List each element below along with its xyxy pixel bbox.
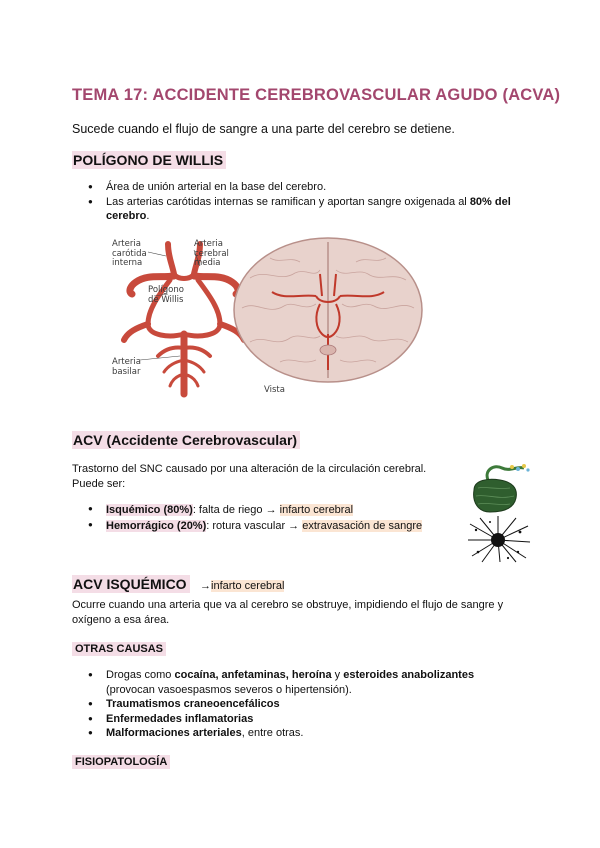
acv-desc-line2: Puede ser: bbox=[72, 478, 126, 490]
drugs-text-mid: y bbox=[331, 669, 344, 681]
hemorrhage-splatter-illustration bbox=[466, 514, 532, 564]
isq-heading: ACV ISQUÉMICO bbox=[72, 575, 190, 593]
isq-desc-line2: oxígeno a esa área. bbox=[72, 614, 170, 626]
label-middle-line1: Arteria bbox=[194, 239, 223, 249]
willis-bullet-2-text: Las arterias carótidas internas se ramifican y aportan sangre oxigenada al bbox=[106, 195, 470, 208]
label-carotid-line2: carótida bbox=[112, 248, 147, 259]
hemorrhagic-label: Hemorrágico (20%) bbox=[106, 520, 207, 532]
otras-heading: OTRAS CAUSAS bbox=[72, 642, 166, 656]
fisio-heading: FISIOPATOLOGÍA bbox=[72, 755, 170, 769]
drugs-bold-2: esteroides anabolizantes bbox=[343, 669, 475, 681]
acv-types-list bbox=[86, 502, 466, 534]
willis-heading: POLÍGONO DE WILLIS bbox=[72, 151, 226, 169]
willis-bullet-2-end: . bbox=[146, 210, 150, 222]
label-polygon bbox=[148, 286, 184, 305]
list-item bbox=[86, 668, 526, 697]
drugs-text-pre: Drogas como bbox=[106, 669, 175, 681]
isq-description bbox=[72, 598, 542, 628]
drugs-bold-1: cocaína, anfetaminas, heroína bbox=[174, 669, 332, 681]
acv-illustrations bbox=[466, 460, 532, 560]
list-item bbox=[86, 697, 526, 712]
hemorrhagic-text: : rotura vascular → bbox=[206, 520, 300, 532]
otras-list bbox=[86, 668, 526, 741]
page-title: TEMA 17: ACCIDENTE CEREBROVASCULAR AGUDO (ACVA) bbox=[72, 86, 561, 104]
ischemic-text: : falta de riego → bbox=[192, 504, 277, 516]
list-item bbox=[86, 195, 526, 224]
arteries-diagram bbox=[108, 236, 428, 400]
drugs-text-line2: (provocan vasoespasmos severos o hipertensión). bbox=[106, 683, 352, 696]
willis-bullet-2-bold: 80% del bbox=[469, 195, 511, 208]
ischemic-label: Isquémico (80%) bbox=[106, 504, 193, 516]
isq-desc-line1: Ocurre cuando una arteria que va al cerebro se obstruye, impidiendo el flujo de sangre y bbox=[72, 599, 504, 611]
willis-list bbox=[86, 180, 526, 224]
malformations-text: , entre otras. bbox=[241, 727, 304, 739]
label-basilar-line2: basilar bbox=[112, 366, 141, 377]
willis-bullet-1: Área de unión arterial en la base del cerebro. bbox=[106, 181, 327, 193]
inflammatory-item: Enfermedades inflamatorias bbox=[106, 712, 254, 725]
malformations-bold: Malformaciones arteriales bbox=[106, 727, 242, 739]
acv-heading: ACV (Accidente Cerebrovascular) bbox=[72, 431, 300, 449]
acv-desc-line1: Trastorno del SNC causado por una alteración de la circulación cerebral. bbox=[72, 463, 427, 475]
willis-figure bbox=[108, 236, 428, 400]
label-carotid-line1: Arteria bbox=[112, 239, 141, 249]
label-middle-line2: cerebral bbox=[194, 248, 229, 259]
label-polygon-line2: de Willis bbox=[148, 294, 184, 305]
list-item bbox=[86, 712, 526, 727]
label-middle-cerebral bbox=[194, 240, 229, 269]
acv-description bbox=[72, 462, 472, 492]
isq-arrow: → bbox=[200, 580, 212, 592]
ischemic-highlight: infarto cerebral bbox=[279, 504, 354, 516]
trauma-item: Traumatismos craneoencefálicos bbox=[106, 698, 280, 710]
list-item bbox=[86, 726, 526, 741]
label-basilar bbox=[112, 358, 141, 377]
list-item bbox=[86, 502, 466, 518]
label-vista: Vista bbox=[264, 385, 285, 395]
label-carotid bbox=[112, 240, 147, 269]
label-carotid-line3: interna bbox=[112, 258, 143, 268]
hemorrhagic-highlight: extravasación de sangre bbox=[302, 520, 423, 532]
willis-bullet-2-bold-2: cerebro bbox=[106, 210, 147, 222]
intro-text: Sucede cuando el flujo de sangre a una parte del cerebro se detiene. bbox=[72, 122, 455, 136]
isq-heading-row bbox=[72, 576, 284, 594]
isq-highlight: infarto cerebral bbox=[211, 580, 285, 592]
list-item bbox=[86, 518, 466, 534]
label-polygon-line1: Polígono bbox=[148, 285, 184, 295]
label-basilar-line1: Arteria bbox=[112, 357, 141, 367]
list-item bbox=[86, 180, 526, 195]
label-middle-line3: media bbox=[194, 258, 221, 268]
